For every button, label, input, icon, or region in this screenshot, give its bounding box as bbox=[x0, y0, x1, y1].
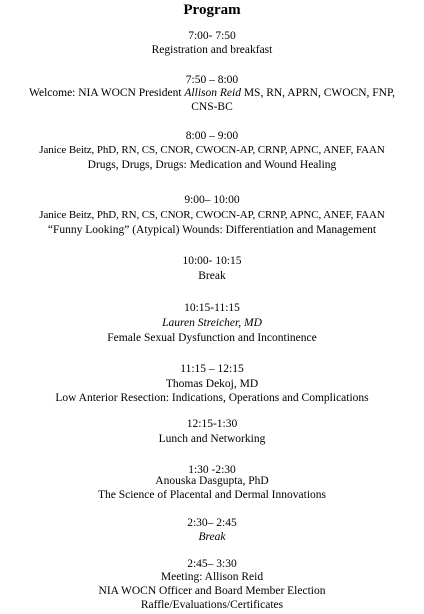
session-topic: The Science of Placental and Dermal Innovations bbox=[97, 489, 326, 501]
session-topic: Female Sexual Dysfunction and Incontinence bbox=[107, 332, 317, 344]
session-description: CNS-BC bbox=[191, 101, 233, 113]
session-description: Break bbox=[198, 270, 226, 282]
session-time: 1:30 -2:30 bbox=[188, 464, 236, 476]
session-speaker: Janice Beitz, PhD, RN, CS, CNOR, CWOCN-AP, CRNP, APNC, ANEF, FAAN bbox=[39, 144, 385, 156]
session-description: NIA WOCN Officer and Board Member Election bbox=[98, 585, 326, 597]
welcome-prefix: Welcome: NIA WOCN President bbox=[29, 87, 185, 99]
president-name: Allison Reid bbox=[184, 87, 241, 99]
session-time: 7:50 – 8:00 bbox=[185, 74, 239, 86]
welcome-suffix: MS, RN, APRN, CWOCN, FNP, bbox=[240, 87, 395, 99]
session-time: 12:15-1:30 bbox=[186, 418, 238, 430]
session-time: 2:30– 2:45 bbox=[187, 517, 237, 529]
session-description: Lunch and Networking bbox=[158, 433, 266, 445]
session-description: Registration and breakfast bbox=[151, 44, 273, 56]
session-description: Raffle/Evaluations/Certificates bbox=[140, 599, 284, 611]
session-topic: Low Anterior Resection: Indications, Operations and Complications bbox=[55, 392, 369, 404]
session-speaker: Lauren Streicher, MD bbox=[162, 317, 262, 329]
session-break-label: Break bbox=[198, 531, 226, 543]
session-speaker: Anouska Dasgupta, PhD bbox=[155, 475, 269, 487]
session-description: Meeting: Allison Reid bbox=[160, 571, 264, 583]
session-topic: “Funny Looking” (Atypical) Wounds: Differentiation and Management bbox=[47, 224, 377, 236]
session-speaker: Thomas Dekoj, MD bbox=[165, 378, 259, 390]
session-time: 9:00– 10:00 bbox=[184, 194, 240, 206]
page-title: Program bbox=[183, 2, 241, 18]
session-time: 10:00- 10:15 bbox=[182, 255, 242, 267]
session-topic: Drugs, Drugs, Drugs: Medication and Wound Healing bbox=[87, 159, 337, 171]
session-time: 7:00- 7:50 bbox=[188, 30, 236, 42]
session-speaker: Janice Beitz, PhD, RN, CS, CNOR, CWOCN-AP, CRNP, APNC, ANEF, FAAN bbox=[39, 209, 385, 221]
session-time: 2:45– 3:30 bbox=[187, 558, 237, 570]
session-time: 11:15 – 12:15 bbox=[180, 363, 244, 375]
welcome-line bbox=[0, 86, 424, 100]
session-time: 8:00 – 9:00 bbox=[185, 130, 239, 142]
session-time: 10:15-11:15 bbox=[184, 302, 240, 314]
